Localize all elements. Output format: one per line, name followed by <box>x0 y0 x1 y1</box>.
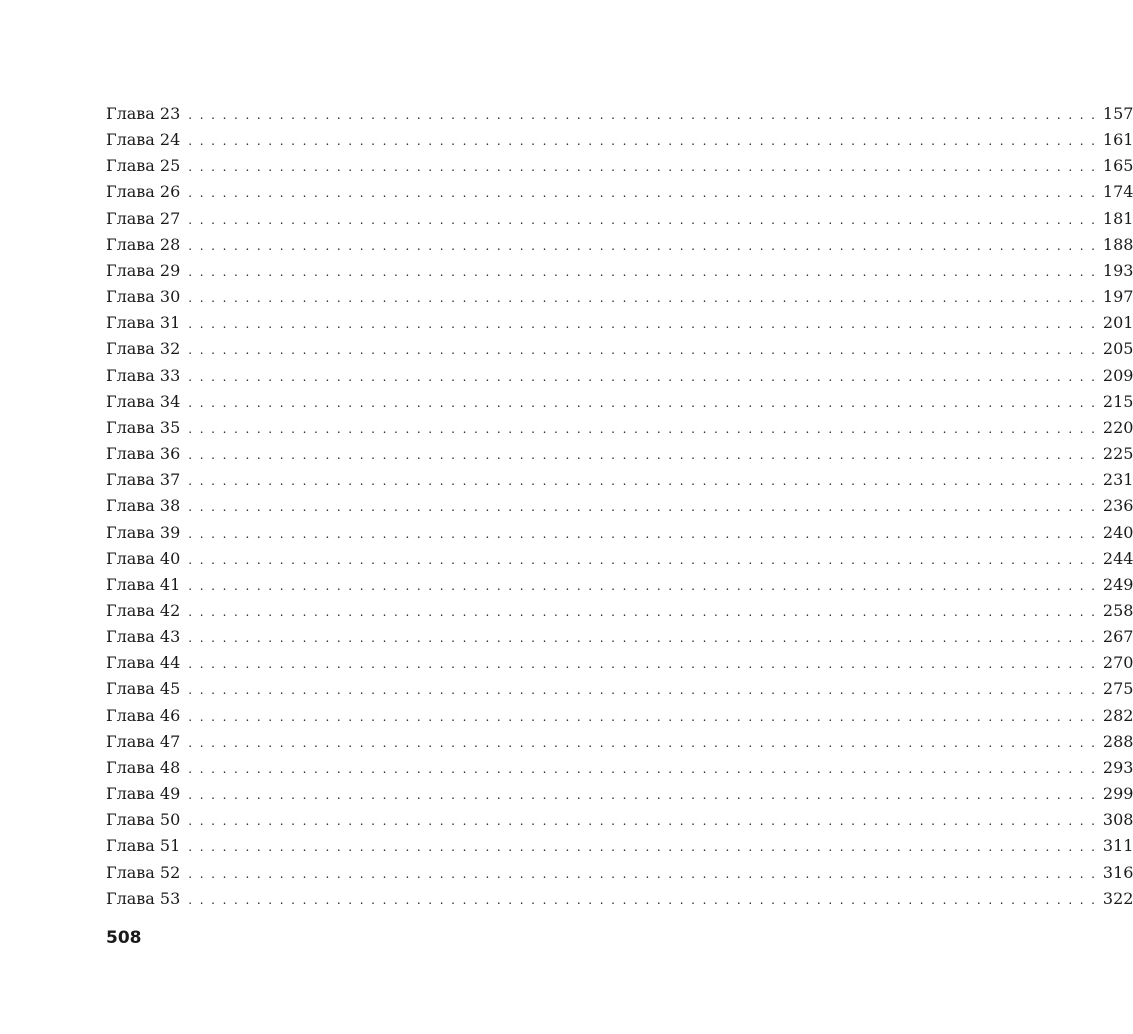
toc-entry <box>106 153 1133 179</box>
dot-leader: . . . . . . . . . . . . . . . . . . . . . . . . . . . . . . . . . . . . . . . . . . . . . . . . . . . . . . . . . . . . . . . . . . . . . . . . . . . . . . . . <box>188 160 1097 175</box>
toc-entry <box>106 860 1133 886</box>
toc-entry <box>106 624 1133 650</box>
dot-leader: . . . . . . . . . . . . . . . . . . . . . . . . . . . . . . . . . . . . . . . . . . . . . . . . . . . . . . . . . . . . . . . . . . . . . . . . . . . . . . . . <box>188 421 1097 436</box>
dot-leader: . . . . . . . . . . . . . . . . . . . . . . . . . . . . . . . . . . . . . . . . . . . . . . . . . . . . . . . . . . . . . . . . . . . . . . . . . . . . . . . . <box>188 683 1097 698</box>
toc-entry <box>106 729 1133 755</box>
dot-leader: . . . . . . . . . . . . . . . . . . . . . . . . . . . . . . . . . . . . . . . . . . . . . . . . . . . . . . . . . . . . . . . . . . . . . . . . . . . . . . . . <box>188 761 1097 776</box>
toc-entry-page-number: 275 <box>1102 679 1133 699</box>
toc-entry <box>106 703 1133 729</box>
toc-entry <box>106 520 1133 546</box>
dot-leader: . . . . . . . . . . . . . . . . . . . . . . . . . . . . . . . . . . . . . . . . . . . . . . . . . . . . . . . . . . . . . . . . . . . . . . . . . . . . . . . . <box>188 814 1097 829</box>
toc-entry <box>106 833 1133 859</box>
toc-entry-title: Глава 32 <box>106 339 181 359</box>
toc-entry <box>106 755 1133 781</box>
toc-entry-title: Глава 28 <box>106 234 181 254</box>
toc-entry <box>106 336 1133 362</box>
toc-entry-title: Глава 51 <box>106 836 181 856</box>
toc-entry-page-number: 209 <box>1102 365 1133 385</box>
dot-leader: . . . . . . . . . . . . . . . . . . . . . . . . . . . . . . . . . . . . . . . . . . . . . . . . . . . . . . . . . . . . . . . . . . . . . . . . . . . . . . . . <box>188 212 1097 227</box>
toc-entry <box>106 650 1133 676</box>
toc-entry-page-number: 308 <box>1102 810 1133 830</box>
toc-entry-title: Глава 35 <box>106 417 181 437</box>
toc-entry-title: Глава 52 <box>106 862 181 882</box>
toc-entry-title: Глава 26 <box>106 182 181 202</box>
toc-entry <box>106 284 1133 310</box>
toc-entry-page-number: 270 <box>1102 653 1133 673</box>
toc-entry-page-number: 188 <box>1102 234 1133 254</box>
toc-entry-page-number: 205 <box>1102 339 1133 359</box>
toc-entry-page-number: 157 <box>1102 104 1133 123</box>
toc-entry-title: Глава 36 <box>106 444 181 464</box>
toc-entry-title: Глава 47 <box>106 731 181 751</box>
dot-leader: . . . . . . . . . . . . . . . . . . . . . . . . . . . . . . . . . . . . . . . . . . . . . . . . . . . . . . . . . . . . . . . . . . . . . . . . . . . . . . . . <box>188 840 1097 855</box>
toc-entry <box>106 467 1133 493</box>
dot-leader: . . . . . . . . . . . . . . . . . . . . . . . . . . . . . . . . . . . . . . . . . . . . . . . . . . . . . . . . . . . . . . . . . . . . . . . . . . . . . . . . <box>188 238 1097 253</box>
toc-entry <box>106 676 1133 702</box>
toc-entry-title: Глава 49 <box>106 784 181 804</box>
dot-leader: . . . . . . . . . . . . . . . . . . . . . . . . . . . . . . . . . . . . . . . . . . . . . . . . . . . . . . . . . . . . . . . . . . . . . . . . . . . . . . . . <box>188 500 1097 515</box>
toc-entry-page-number: 322 <box>1102 888 1133 908</box>
toc-entry-page-number: 193 <box>1102 260 1133 280</box>
dot-leader: . . . . . . . . . . . . . . . . . . . . . . . . . . . . . . . . . . . . . . . . . . . . . . . . . . . . . . . . . . . . . . . . . . . . . . . . . . . . . . . . <box>188 343 1097 358</box>
dot-leader: . . . . . . . . . . . . . . . . . . . . . . . . . . . . . . . . . . . . . . . . . . . . . . . . . . . . . . . . . . . . . . . . . . . . . . . . . . . . . . . . <box>188 866 1097 881</box>
dot-leader: . . . . . . . . . . . . . . . . . . . . . . . . . . . . . . . . . . . . . . . . . . . . . . . . . . . . . . . . . . . . . . . . . . . . . . . . . . . . . . . . <box>188 788 1097 803</box>
toc-entry-page-number: 231 <box>1102 470 1133 490</box>
dot-leader: . . . . . . . . . . . . . . . . . . . . . . . . . . . . . . . . . . . . . . . . . . . . . . . . . . . . . . . . . . . . . . . . . . . . . . . . . . . . . . . . <box>188 552 1097 567</box>
toc-entry <box>106 389 1133 415</box>
toc-entry-title: Глава 44 <box>106 653 181 673</box>
dot-leader: . . . . . . . . . . . . . . . . . . . . . . . . . . . . . . . . . . . . . . . . . . . . . . . . . . . . . . . . . . . . . . . . . . . . . . . . . . . . . . . . <box>188 317 1097 332</box>
toc-entry-page-number: 258 <box>1102 600 1133 620</box>
toc-entry-title: Глава 31 <box>106 313 181 333</box>
toc-entry-title: Глава 48 <box>106 757 181 777</box>
toc-entry-title: Глава 29 <box>106 260 181 280</box>
toc-entry-page-number: 267 <box>1102 627 1133 647</box>
toc-entry-title: Глава 46 <box>106 705 181 725</box>
toc-entry-title: Глава 40 <box>106 548 181 568</box>
toc-entry-title: Глава 43 <box>106 627 181 647</box>
toc-entry-page-number: 165 <box>1102 156 1133 176</box>
toc-entry <box>106 179 1133 205</box>
dot-leader: . . . . . . . . . . . . . . . . . . . . . . . . . . . . . . . . . . . . . . . . . . . . . . . . . . . . . . . . . . . . . . . . . . . . . . . . . . . . . . . . <box>188 186 1097 201</box>
toc-entry <box>106 258 1133 284</box>
toc-entry <box>106 807 1133 833</box>
toc-entry-page-number: 215 <box>1102 391 1133 411</box>
toc-entry-page-number: 316 <box>1102 862 1133 882</box>
toc-entry <box>106 415 1133 441</box>
dot-leader: . . . . . . . . . . . . . . . . . . . . . . . . . . . . . . . . . . . . . . . . . . . . . . . . . . . . . . . . . . . . . . . . . . . . . . . . . . . . . . . . <box>188 134 1097 149</box>
dot-leader: . . . . . . . . . . . . . . . . . . . . . . . . . . . . . . . . . . . . . . . . . . . . . . . . . . . . . . . . . . . . . . . . . . . . . . . . . . . . . . . . <box>188 448 1097 463</box>
toc-entry <box>106 886 1133 912</box>
toc-entry-title: Глава 25 <box>106 156 181 176</box>
dot-leader: . . . . . . . . . . . . . . . . . . . . . . . . . . . . . . . . . . . . . . . . . . . . . . . . . . . . . . . . . . . . . . . . . . . . . . . . . . . . . . . . <box>188 369 1097 384</box>
toc-entry <box>106 310 1133 336</box>
toc-entry-page-number: 174 <box>1102 182 1133 202</box>
toc-entry-title: Глава 53 <box>106 888 181 908</box>
toc-entry-title: Глава 45 <box>106 679 181 699</box>
toc-entry-title: Глава 30 <box>106 287 181 307</box>
toc-entry-page-number: 161 <box>1102 130 1133 150</box>
dot-leader: . . . . . . . . . . . . . . . . . . . . . . . . . . . . . . . . . . . . . . . . . . . . . . . . . . . . . . . . . . . . . . . . . . . . . . . . . . . . . . . . <box>188 631 1097 646</box>
toc-entry-page-number: 225 <box>1102 444 1133 464</box>
toc-entry <box>106 206 1133 232</box>
toc-entry <box>106 127 1133 153</box>
dot-leader: . . . . . . . . . . . . . . . . . . . . . . . . . . . . . . . . . . . . . . . . . . . . . . . . . . . . . . . . . . . . . . . . . . . . . . . . . . . . . . . . <box>188 709 1097 724</box>
toc-entry-page-number: 220 <box>1102 417 1133 437</box>
toc-entry-title: Глава 41 <box>106 574 181 594</box>
toc-entry-title: Глава 39 <box>106 522 181 542</box>
dot-leader: . . . . . . . . . . . . . . . . . . . . . . . . . . . . . . . . . . . . . . . . . . . . . . . . . . . . . . . . . . . . . . . . . . . . . . . . . . . . . . . . <box>188 395 1097 410</box>
toc-entry-title: Глава 42 <box>106 600 181 620</box>
toc-entry-page-number: 197 <box>1102 287 1133 307</box>
toc-entry-page-number: 311 <box>1102 836 1133 856</box>
toc-entry <box>106 546 1133 572</box>
toc-entry-page-number: 244 <box>1102 548 1133 568</box>
toc-entry-title: Глава 50 <box>106 810 181 830</box>
toc-entry <box>106 781 1133 807</box>
toc-entry-page-number: 201 <box>1102 313 1133 333</box>
dot-leader: . . . . . . . . . . . . . . . . . . . . . . . . . . . . . . . . . . . . . . . . . . . . . . . . . . . . . . . . . . . . . . . . . . . . . . . . . . . . . . . . <box>188 604 1097 619</box>
toc-entry-page-number: 282 <box>1102 705 1133 725</box>
toc-entry-title: Глава 27 <box>106 208 181 228</box>
toc-entry-page-number: 299 <box>1102 784 1133 804</box>
toc-entry-title: Глава 33 <box>106 365 181 385</box>
toc-entry <box>106 101 1133 127</box>
toc-entry-title: Глава 38 <box>106 496 181 516</box>
toc-entry-page-number: 240 <box>1102 522 1133 542</box>
toc-entry <box>106 441 1133 467</box>
dot-leader: . . . . . . . . . . . . . . . . . . . . . . . . . . . . . . . . . . . . . . . . . . . . . . . . . . . . . . . . . . . . . . . . . . . . . . . . . . . . . . . . <box>188 735 1097 750</box>
table-of-contents <box>106 101 1133 912</box>
dot-leader: . . . . . . . . . . . . . . . . . . . . . . . . . . . . . . . . . . . . . . . . . . . . . . . . . . . . . . . . . . . . . . . . . . . . . . . . . . . . . . . . <box>188 264 1097 279</box>
dot-leader: . . . . . . . . . . . . . . . . . . . . . . . . . . . . . . . . . . . . . . . . . . . . . . . . . . . . . . . . . . . . . . . . . . . . . . . . . . . . . . . . <box>188 892 1097 907</box>
toc-entry <box>106 232 1133 258</box>
toc-entry <box>106 572 1133 598</box>
toc-entry-title: Глава 24 <box>106 130 181 150</box>
dot-leader: . . . . . . . . . . . . . . . . . . . . . . . . . . . . . . . . . . . . . . . . . . . . . . . . . . . . . . . . . . . . . . . . . . . . . . . . . . . . . . . . <box>188 474 1097 489</box>
toc-entry-page-number: 293 <box>1102 757 1133 777</box>
dot-leader: . . . . . . . . . . . . . . . . . . . . . . . . . . . . . . . . . . . . . . . . . . . . . . . . . . . . . . . . . . . . . . . . . . . . . . . . . . . . . . . . <box>188 526 1097 541</box>
toc-entry <box>106 598 1133 624</box>
toc-entry-page-number: 181 <box>1102 208 1133 228</box>
toc-entry-page-number: 249 <box>1102 574 1133 594</box>
toc-entry-title: Глава 23 <box>106 104 181 123</box>
toc-entry <box>106 493 1133 519</box>
dot-leader: . . . . . . . . . . . . . . . . . . . . . . . . . . . . . . . . . . . . . . . . . . . . . . . . . . . . . . . . . . . . . . . . . . . . . . . . . . . . . . . . <box>188 291 1097 306</box>
toc-entry-title: Глава 34 <box>106 391 181 411</box>
dot-leader: . . . . . . . . . . . . . . . . . . . . . . . . . . . . . . . . . . . . . . . . . . . . . . . . . . . . . . . . . . . . . . . . . . . . . . . . . . . . . . . . <box>188 657 1097 672</box>
toc-entry-page-number: 288 <box>1102 731 1133 751</box>
dot-leader: . . . . . . . . . . . . . . . . . . . . . . . . . . . . . . . . . . . . . . . . . . . . . . . . . . . . . . . . . . . . . . . . . . . . . . . . . . . . . . . . <box>188 578 1097 593</box>
dot-leader: . . . . . . . . . . . . . . . . . . . . . . . . . . . . . . . . . . . . . . . . . . . . . . . . . . . . . . . . . . . . . . . . . . . . . . . . . . . . . . . . <box>188 108 1097 122</box>
toc-entry-page-number: 236 <box>1102 496 1133 516</box>
toc-entry <box>106 363 1133 389</box>
toc-entry-title: Глава 37 <box>106 470 181 490</box>
page-number: 508 <box>106 928 142 948</box>
